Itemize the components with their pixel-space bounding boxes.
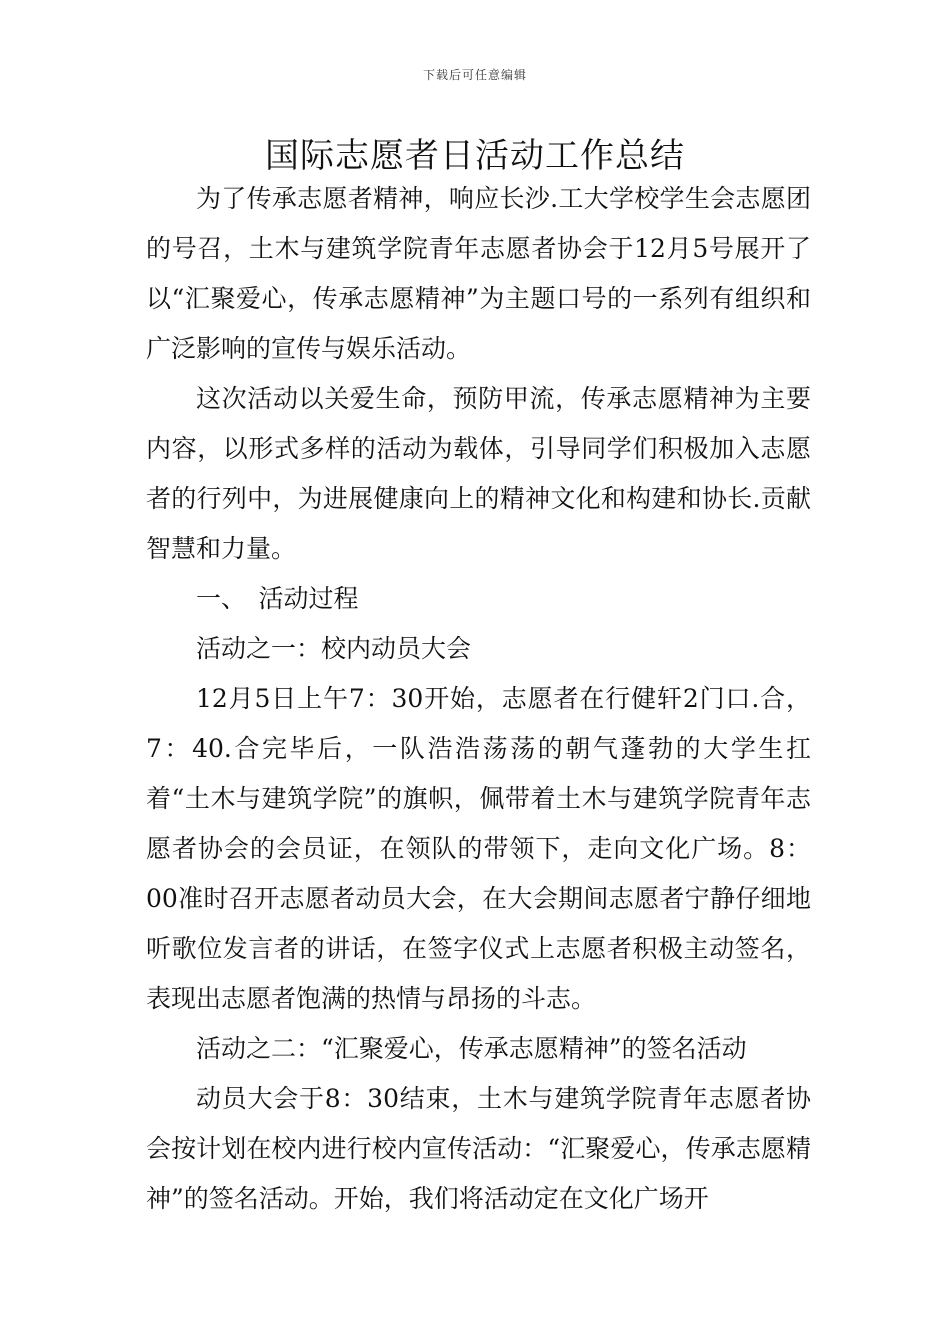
section-heading-process: 一、 活动过程 [196,584,359,613]
paragraph-content: 这次活动以关爱生命，预防甲流，传承志愿精神为主要内容，以形式多样的活动为载体，引导同学们积极加入志愿者的行列中，为进展健康向上的精神文化和构建和协长.贡献智慧和力量。 [146,384,811,563]
document-title: 国际志愿者日活动工作总结 [265,136,685,176]
subheading-activity-one: 活动之一：校内动员大会 [196,634,472,663]
paragraph-activity-one: 12月5日上午7：30开始，志愿者在行健轩2门口.合，7：40.合完毕后，一队浩浩荡荡的朝气蓬勃的大学生扛着“土木与建筑学院”的旗帜，佩带着土木与建筑学院青年志愿者协会的会员证，在领队的带领下，走向文化广场。8：00准时召开志愿者动员大会，在大会期间志愿者宁静仔细地听歌位发言者的讲话，在签字仪式上志愿者积极主动签名，表现出志愿者饱满的热情与昂扬的斗志。 [146,684,811,1013]
document-body [146,174,811,1224]
header-note: 下载后可任意编辑 [422,68,527,82]
subheading-activity-two: 活动之二：“汇聚爱心，传承志愿精神”的签名活动 [196,1034,747,1063]
paragraph-activity-two: 动员大会于8：30结束，土木与建筑学院青年志愿者协会按计划在校内进行校内宣传活动：“汇聚爱心，传承志愿精神”的签名活动。开始，我们将活动定在文化广场开 [146,1084,811,1213]
paragraph-intro: 为了传承志愿者精神，响应长沙.工大学校学生会志愿团的号召，土木与建筑学院青年志愿者协会于12月5号展开了以“汇聚爱心，传承志愿精神”为主题口号的一系列有组织和广泛影响的宣传与娱乐活动。 [146,184,811,363]
